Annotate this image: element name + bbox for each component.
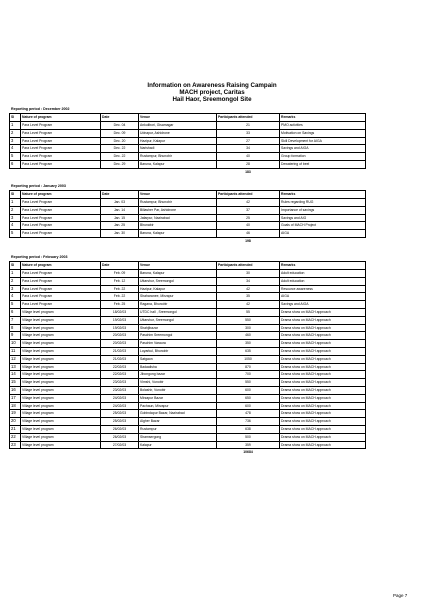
column-header-sl: Sl [10, 262, 21, 270]
cell-nature: Para Level Program [21, 206, 101, 214]
cell-remarks: Savings and AIG [280, 214, 366, 222]
table-row [10, 340, 366, 348]
total-row [10, 449, 366, 456]
cell-date: 20/02/03 [101, 332, 139, 340]
column-header-date: Date [101, 114, 139, 122]
cell-date: Jan. 25 [101, 222, 139, 230]
table-row [10, 347, 366, 355]
blank-cell [21, 237, 101, 244]
table-row [10, 402, 366, 410]
cell-venue: Uttarshur, Sreemongol [139, 316, 217, 324]
cell-sl: 4 [10, 222, 21, 230]
table-row [10, 324, 366, 332]
cell-venue: Ragana, Bhunobir [139, 301, 217, 309]
cell-nature: Village level program [21, 441, 101, 449]
cell-venue: Rustampur, Bhunobir [139, 199, 217, 207]
cell-participants: 55 [217, 308, 280, 316]
column-header-date: Date [101, 191, 139, 199]
cell-venue: Vimshi, Vunobir [139, 379, 217, 387]
cell-venue: Bhunabir [139, 222, 217, 230]
cell-sl: 3 [10, 137, 21, 145]
cell-remarks: Motivation on Savings [280, 129, 366, 137]
blank-cell [139, 168, 217, 175]
cell-venue: UTDC hall , Sreemongol [139, 308, 217, 316]
cell-date: 27/02/03 [101, 441, 139, 449]
table-row [10, 332, 366, 340]
table-header-row [10, 191, 366, 199]
table-row [10, 277, 366, 285]
cell-sl: 17 [10, 394, 21, 402]
blank-cell [10, 237, 21, 244]
column-header-venue: Venue [139, 262, 217, 270]
cell-nature: Village level program [21, 402, 101, 410]
cell-sl: 11 [10, 347, 21, 355]
cell-sl: 5 [10, 153, 21, 161]
cell-date: 22/02/03 [101, 371, 139, 379]
period-label-january: Reporting period : January 2003 [11, 184, 66, 188]
total-participants-february: 10684 [243, 450, 253, 455]
column-header-participants: Participants attended [217, 191, 280, 199]
cell-participants: 33 [217, 129, 280, 137]
cell-nature: Para Level Program [21, 137, 101, 145]
column-header-remarks: Remarks [280, 114, 366, 122]
cell-date: 20/02/03 [101, 340, 139, 348]
cell-sl: 12 [10, 355, 21, 363]
cell-venue: Bolashir, Vunobir [139, 386, 217, 394]
column-header-remarks: Remarks [280, 262, 366, 270]
column-header-nature: Nature of program [21, 262, 101, 270]
cell-remarks: Drama show on MACH approach [280, 433, 366, 441]
column-header-date: Date [101, 262, 139, 270]
cell-venue: Jafarpur, Nazirabad [139, 214, 217, 222]
total-row [10, 237, 366, 244]
cell-nature: Para Level Program [21, 199, 101, 207]
cell-remarks: AIGA [280, 230, 366, 238]
cell-nature: Village level program [21, 386, 101, 394]
cell-date: Dec. 04 [101, 122, 139, 130]
table-february [9, 261, 366, 456]
cell-date: 26/02/03 [101, 425, 139, 433]
column-header-participants: Participants attended [217, 114, 280, 122]
cell-nature: Village level program [21, 308, 101, 316]
blank-cell [280, 449, 366, 456]
cell-participants: 28 [217, 160, 280, 168]
cell-date: Jan. 03 [101, 199, 139, 207]
cell-date: 24/02/03 [101, 394, 139, 402]
title-line-1: Information on Awareness Raising Campain [147, 82, 277, 89]
cell-date: 23/02/03 [101, 379, 139, 387]
cell-nature: Para Level Program [21, 153, 101, 161]
cell-venue: Hazipur, Kalapur [139, 137, 217, 145]
cell-venue: Gobindapur Bazar, Nazirabad [139, 410, 217, 418]
cell-sl: 2 [10, 129, 21, 137]
cell-nature: Para Level Program [21, 301, 101, 309]
cell-sl: 4 [10, 293, 21, 301]
cell-nature: Para Level Program [21, 214, 101, 222]
cell-remarks: Drama show on MACH approach [280, 402, 366, 410]
column-header-remarks: Remarks [280, 191, 366, 199]
blank-cell [21, 168, 101, 175]
table-row [10, 285, 366, 293]
cell-venue: Narishadi [139, 145, 217, 153]
cell-participants: 650 [217, 394, 280, 402]
cell-date: Feb. 09 [101, 270, 139, 278]
cell-remarks: Drama show on MACH approach [280, 379, 366, 387]
cell-participants: 34 [217, 145, 280, 153]
table-row [10, 371, 366, 379]
cell-nature: Village level program [21, 332, 101, 340]
table-row [10, 270, 366, 278]
cell-venue: Mirzapur Bazar [139, 394, 217, 402]
cell-sl: 5 [10, 230, 21, 238]
table-row [10, 129, 366, 137]
cell-venue: Baruna, Kalapur [139, 160, 217, 168]
table-row [10, 301, 366, 309]
cell-venue: Paschim Varaura [139, 340, 217, 348]
cell-date: 21/02/03 [101, 355, 139, 363]
table-row [10, 418, 366, 426]
cell-sl: 6 [10, 160, 21, 168]
cell-participants: 700 [217, 371, 280, 379]
cell-sl: 14 [10, 371, 21, 379]
column-header-participants: Participants attended [217, 262, 280, 270]
cell-nature: Para Level Program [21, 285, 101, 293]
cell-nature: Village level program [21, 394, 101, 402]
cell-venue: Uttarshur, Sreemongol [139, 277, 217, 285]
document-title [0, 82, 424, 103]
cell-participants: 359 [217, 441, 280, 449]
cell-sl: 3 [10, 285, 21, 293]
cell-venue: Loyarkul, Bhunobir [139, 347, 217, 355]
table-row [10, 160, 366, 168]
cell-remarks: Savings and AIGA [280, 301, 366, 309]
cell-participants: 27 [217, 137, 280, 145]
cell-nature: Para Level Program [21, 270, 101, 278]
cell-date: 21/02/03 [101, 347, 139, 355]
table-december [9, 113, 366, 176]
title-line-3: Hail Haor, Sreemongol Site [172, 96, 252, 103]
cell-sl: 22 [10, 433, 21, 441]
cell-participants: 350 [217, 340, 280, 348]
cell-nature: Village level program [21, 433, 101, 441]
blank-cell [21, 449, 101, 456]
page-number: Page 7 [393, 593, 408, 598]
cell-venue: Shahjibazar [139, 324, 217, 332]
cell-sl: 9 [10, 332, 21, 340]
blank-cell [139, 449, 217, 456]
cell-participants: 870 [217, 363, 280, 371]
table-row [10, 441, 366, 449]
cell-remarks: Goals of MACH Project [280, 222, 366, 230]
cell-remarks: Drama show on MACH approach [280, 347, 366, 355]
table-row [10, 394, 366, 402]
cell-sl: 2 [10, 277, 21, 285]
cell-date: 18/02/03 [101, 308, 139, 316]
cell-remarks: Importance of savings [280, 206, 366, 214]
cell-nature: Para Level Program [21, 277, 101, 285]
blank-cell [280, 168, 366, 175]
cell-remarks: Drama show on MACH approach [280, 340, 366, 348]
cell-venue: Paschim Sreemongol [139, 332, 217, 340]
cell-venue: Jibongong bazar [139, 371, 217, 379]
blank-cell [280, 237, 366, 244]
cell-venue: Biliasher Par, Ashidrone [139, 206, 217, 214]
cell-sl: 1 [10, 270, 21, 278]
table-row [10, 137, 366, 145]
cell-nature: Village level program [21, 379, 101, 387]
blank-cell [101, 237, 139, 244]
cell-venue: Baruna, Kalapur [139, 230, 217, 238]
table-row [10, 206, 366, 214]
cell-participants: 635 [217, 347, 280, 355]
cell-venue: Rustampur [139, 425, 217, 433]
cell-participants: 1050 [217, 355, 280, 363]
period-label-december: Reporting period : December 2002 [11, 107, 70, 111]
cell-participants: 460 [217, 332, 280, 340]
column-header-sl: Sl [10, 191, 21, 199]
table-row [10, 199, 366, 207]
cell-participants: 550 [217, 316, 280, 324]
cell-nature: Para Level Program [21, 129, 101, 137]
cell-participants: 46 [217, 230, 280, 238]
cell-participants: 42 [217, 301, 280, 309]
cell-participants: 736 [217, 418, 280, 426]
cell-venue: Ankulibori, Gisamagar [139, 122, 217, 130]
table-row [10, 410, 366, 418]
cell-venue: Baruna, Kalapur [139, 270, 217, 278]
cell-remarks: Drama show on MACH approach [280, 425, 366, 433]
table-row [10, 355, 366, 363]
total-participants-december: 183 [245, 169, 251, 174]
cell-nature: Village level program [21, 316, 101, 324]
blank-cell [101, 449, 139, 456]
cell-nature: Village level program [21, 425, 101, 433]
cell-nature: Village level program [21, 363, 101, 371]
cell-remarks: Drama show on MACH approach [280, 355, 366, 363]
cell-nature: Village level program [21, 355, 101, 363]
blank-cell [10, 449, 21, 456]
cell-venue: Shaharanee, Mirzapur [139, 293, 217, 301]
cell-sl: 13 [10, 363, 21, 371]
cell-remarks: Skill Development for AIGA [280, 137, 366, 145]
cell-sl: 23 [10, 441, 21, 449]
cell-date: Feb. 12 [101, 277, 139, 285]
cell-sl: 6 [10, 308, 21, 316]
column-header-venue: Venue [139, 114, 217, 122]
cell-remarks: Drama show on MACH approach [280, 363, 366, 371]
cell-venue: Badaalisha [139, 363, 217, 371]
cell-sl: 19 [10, 410, 21, 418]
cell-nature: Para Level Program [21, 122, 101, 130]
cell-participants: 34 [217, 277, 280, 285]
blank-cell [10, 168, 21, 175]
cell-sl: 4 [10, 145, 21, 153]
cell-remarks: Adult education [280, 277, 366, 285]
cell-nature: Para Level Program [21, 293, 101, 301]
cell-participants: 40 [217, 153, 280, 161]
column-header-sl: Sl [10, 114, 21, 122]
cell-date: Jan. 30 [101, 230, 139, 238]
cell-date: Feb. 25 [101, 301, 139, 309]
cell-date: Jan. 15 [101, 214, 139, 222]
cell-remarks: Drama show on MACH approach [280, 418, 366, 426]
column-header-venue: Venue [139, 191, 217, 199]
table-row [10, 379, 366, 387]
cell-participants: 35 [217, 293, 280, 301]
cell-venue: Shamsergong [139, 433, 217, 441]
cell-venue: Hazipur, Kalapur [139, 285, 217, 293]
cell-date: Feb. 22 [101, 293, 139, 301]
cell-sl: 7 [10, 316, 21, 324]
table-row [10, 293, 366, 301]
cell-remarks: Resource awareness [280, 285, 366, 293]
cell-participants: 600 [217, 402, 280, 410]
cell-participants: 300 [217, 324, 280, 332]
table-row [10, 222, 366, 230]
cell-remarks: Drama show on MACH approach [280, 441, 366, 449]
cell-nature: Para Level Program [21, 222, 101, 230]
cell-date: 19/02/03 [101, 324, 139, 332]
cell-participants: 550 [217, 379, 280, 387]
cell-remarks: Drama show on MACH approach [280, 371, 366, 379]
cell-date: 24/02/03 [101, 402, 139, 410]
cell-remarks: Dewatering of beel [280, 160, 366, 168]
cell-date: Dec. 20 [101, 137, 139, 145]
cell-venue: Kalapur [139, 441, 217, 449]
cell-participants: 21 [217, 122, 280, 130]
cell-venue: Udnapur, Ashidrone [139, 129, 217, 137]
cell-nature: Village level program [21, 410, 101, 418]
table-row [10, 316, 366, 324]
cell-sl: 10 [10, 340, 21, 348]
cell-remarks: AIGA [280, 293, 366, 301]
cell-date: Dec. 09 [101, 129, 139, 137]
table-row [10, 145, 366, 153]
cell-remarks: Drama show on MACH approach [280, 316, 366, 324]
blank-cell [139, 237, 217, 244]
cell-date: Dec. 22 [101, 145, 139, 153]
cell-remarks: Drama show on MACH approach [280, 410, 366, 418]
cell-date: Feb. 22 [101, 285, 139, 293]
table-row [10, 153, 366, 161]
table-row [10, 308, 366, 316]
cell-nature: Village level program [21, 371, 101, 379]
cell-participants: 600 [217, 386, 280, 394]
cell-sl: 18 [10, 402, 21, 410]
table-row [10, 230, 366, 238]
table-header-row [10, 262, 366, 270]
table-row [10, 363, 366, 371]
cell-participants: 638 [217, 425, 280, 433]
cell-venue: Rustampur, Bhunobir [139, 153, 217, 161]
cell-remarks: Savings and AIGA [280, 145, 366, 153]
cell-date: 26/02/03 [101, 433, 139, 441]
table-row [10, 433, 366, 441]
cell-participants: 37 [217, 206, 280, 214]
cell-date: 19/02/03 [101, 316, 139, 324]
cell-participants: 478 [217, 410, 280, 418]
cell-remarks: Drama show on MACH approach [280, 332, 366, 340]
cell-date: Jan. 14 [101, 206, 139, 214]
cell-remarks: Drama show on MACH approach [280, 386, 366, 394]
cell-nature: Village level program [21, 347, 101, 355]
total-participants-january: 198 [245, 238, 251, 243]
cell-participants: 25 [217, 214, 280, 222]
cell-sl: 5 [10, 301, 21, 309]
cell-remarks: PMO activities [280, 122, 366, 130]
cell-sl: 15 [10, 379, 21, 387]
cell-date: 23/02/03 [101, 386, 139, 394]
cell-participants: 42 [217, 285, 280, 293]
cell-nature: Para Level Program [21, 160, 101, 168]
period-label-february: Reporting period : February 2003 [11, 255, 68, 259]
cell-date: 22/02/03 [101, 363, 139, 371]
cell-sl: 3 [10, 214, 21, 222]
cell-date: 25/02/03 [101, 410, 139, 418]
column-header-nature: Nature of program [21, 114, 101, 122]
cell-sl: 8 [10, 324, 21, 332]
total-row [10, 168, 366, 175]
cell-nature: Para Level Program [21, 145, 101, 153]
cell-venue: Pachaun, Mirzapur [139, 402, 217, 410]
cell-sl: 16 [10, 386, 21, 394]
table-row [10, 386, 366, 394]
cell-remarks: Adult education [280, 270, 366, 278]
cell-remarks: Drama show on MACH approach [280, 308, 366, 316]
cell-participants: 42 [217, 199, 280, 207]
cell-sl: 21 [10, 425, 21, 433]
cell-sl: 2 [10, 206, 21, 214]
blank-cell [101, 168, 139, 175]
cell-remarks: Rules regarding RUG [280, 199, 366, 207]
cell-nature: Para Level Program [21, 230, 101, 238]
cell-nature: Village level program [21, 418, 101, 426]
cell-date: Dec. 22 [101, 153, 139, 161]
table-row [10, 425, 366, 433]
cell-remarks: Drama show on MACH approach [280, 324, 366, 332]
cell-venue: Algher Bazar [139, 418, 217, 426]
cell-date: Dec. 29 [101, 160, 139, 168]
cell-date: 25/02/03 [101, 418, 139, 426]
title-line-2: MACH project, Caritas [179, 89, 245, 96]
cell-remarks: Group formation [280, 153, 366, 161]
cell-sl: 1 [10, 122, 21, 130]
column-header-nature: Nature of program [21, 191, 101, 199]
cell-nature: Village level program [21, 340, 101, 348]
table-row [10, 214, 366, 222]
cell-participants: 40 [217, 222, 280, 230]
cell-participants: 30 [217, 270, 280, 278]
cell-venue: Satgaon [139, 355, 217, 363]
cell-participants: 500 [217, 433, 280, 441]
cell-sl: 20 [10, 418, 21, 426]
table-row [10, 122, 366, 130]
table-january [9, 190, 366, 245]
cell-nature: Village level program [21, 324, 101, 332]
table-header-row [10, 114, 366, 122]
cell-remarks: Drama show on MACH approach [280, 394, 366, 402]
cell-sl: 1 [10, 199, 21, 207]
